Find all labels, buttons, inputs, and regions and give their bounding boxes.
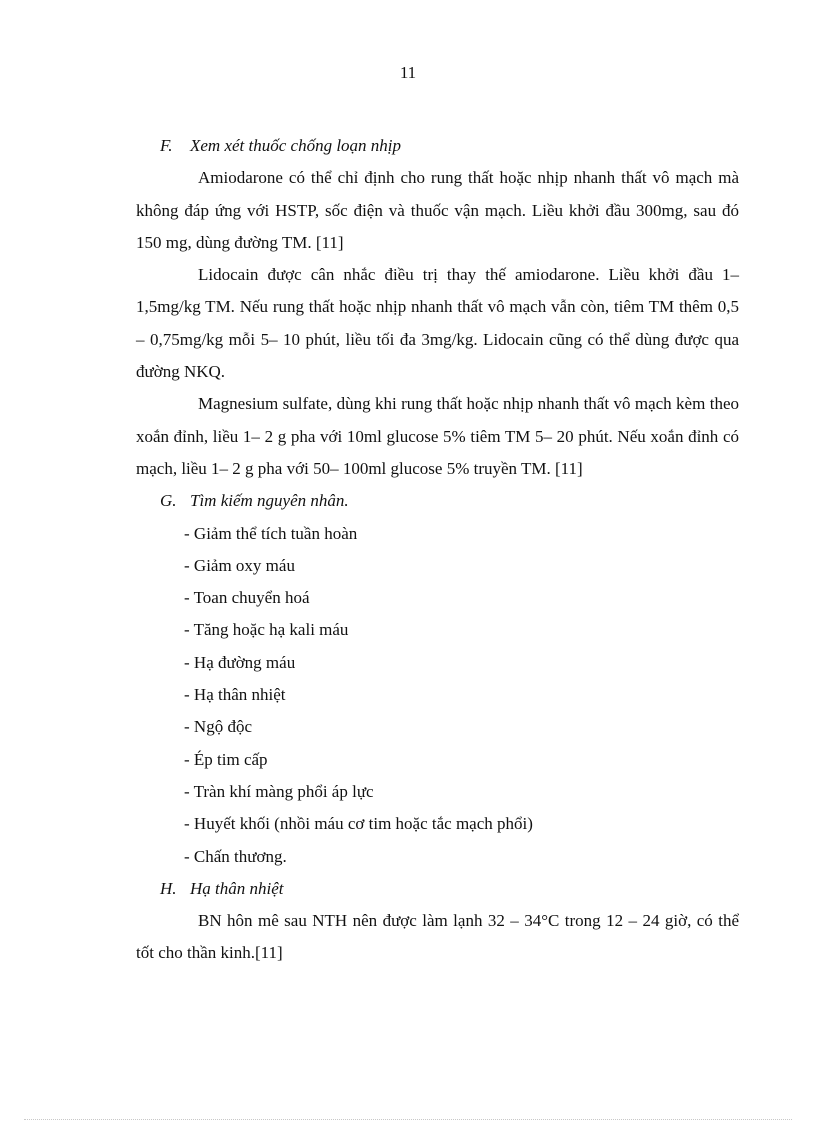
amiodarone-paragraph: Amiodarone có thể chỉ định cho rung thất hoặc nhịp nhanh thất vô mạch mà không đáp ứng với HSTP, sốc điện và thuốc vận mạch. Liều khởi đầu 300mg, sau đó 150 mg, dùng đường TM. [11] [136,168,739,252]
lidocain-paragraph: Lidocain được cân nhắc điều trị thay thế amiodarone. Liều khởi đầu 1– 1,5mg/kg TM. Nếu rung thất hoặc nhịp nhanh thất vô mạch vẫn còn, tiêm TM thêm 0,5 – 0,75mg/kg mỗi 5– 10 phút, liều tối đa 3mg/kg. Lidocain cũng có thể dùng được qua đường NKQ. [136,265,739,382]
list-item: - Hạ đường máu [184,652,296,672]
footer-divider [24,1119,792,1120]
section-f-title: Xem xét thuốc chống loạn nhịp [190,136,402,155]
page-number: 11 [399,63,417,82]
section-g-heading [136,485,739,517]
hypothermia-paragraph: BN hôn mê sau NTH nên được làm lạnh 32 – 34°C trong 12 – 24 giờ, có thể tốt cho thần kinh.[11] [136,911,739,963]
section-f-label: F. [160,136,173,155]
section-f-heading [136,130,739,162]
list-item: - Tràn khí màng phổi áp lực [184,781,374,801]
list-item: - Ngộ độc [184,717,252,737]
page-content [136,130,739,970]
list-item: - Chấn thương. [184,846,287,866]
causes-list [136,518,739,873]
section-g-title: Tìm kiếm nguyên nhân. [190,491,349,511]
section-h-heading [136,873,739,905]
list-item: - Tăng hoặc hạ kali máu [184,620,349,640]
section-h-title: Hạ thân nhiệt [190,878,284,898]
list-item: - Giảm thể tích tuần hoàn [184,523,358,543]
list-item: - Ép tim cấp [184,749,268,769]
list-item: - Hạ thân nhiệt [184,685,286,705]
section-h-label: H. [160,878,177,898]
list-item: - Giảm oxy máu [184,555,295,575]
section-g-label: G. [160,491,177,511]
list-item: - Huyết khối (nhồi máu cơ tim hoặc tắc mạch phổi) [184,814,533,834]
list-item: - Toan chuyển hoá [184,588,310,608]
magnesium-paragraph: Magnesium sulfate, dùng khi rung thất hoặc nhịp nhanh thất vô mạch kèm theo xoắn đỉnh, liều 1– 2 g pha với 10ml glucose 5% tiêm TM 5– 20 phút. Nếu xoắn đỉnh có mạch, liều 1– 2 g pha với 50– 100ml glucose 5% truyền TM. [11] [136,394,739,478]
